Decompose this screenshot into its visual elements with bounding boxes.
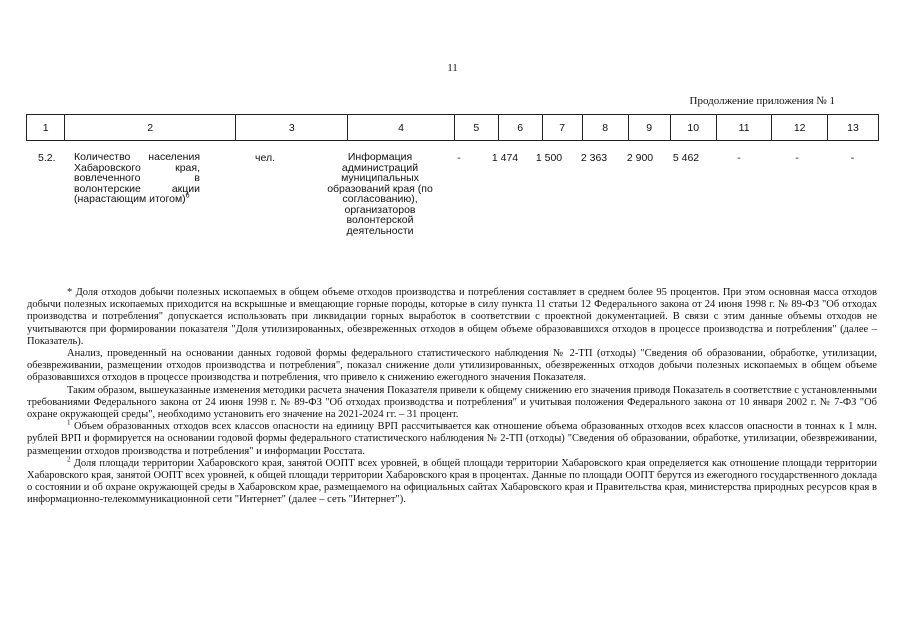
value-cell: 2 900 (626, 152, 654, 164)
header-cell: 5 (454, 115, 498, 141)
note-paragraph: Таким образом, вышеуказанные изменения методики расчета значения Показателя привели к общему снижению его значения приводя Показатель в соответствие с установленными требованиями Федерального закона от 24 июня 1998 г. № 89-ФЗ "Об отходах производства и потребления" и учитывая положения Федерального закона от 10 января 2002 г. № 7-ФЗ "Об охране окружающей среды", необходимо установить его значение на 2021-2024 гг. – 31 процент. (27, 384, 877, 421)
footnote-mark: 6 (185, 192, 190, 200)
value-cell: 5 462 (672, 152, 700, 164)
indicator-text: Количество населения Хабаровского края, вовлеченного в волонтерские акции (нарастающим итогом) (74, 151, 200, 205)
header-cell: 13 (828, 115, 879, 141)
header-cell: 11 (716, 115, 772, 141)
value-cell: - (457, 152, 461, 164)
value-cell: 1 474 (491, 152, 519, 164)
table-row (26, 150, 879, 236)
note-paragraph: Анализ, проведенный на основании данных годовой формы федерального статистического наблюдения № 2-ТП (отходы) "Сведения об образовании, обработке, утилизации, обезвреживании, размещении отходов производства и потребления", показал снижение доли утилизированных, обезвреженных отходов добычи полезных ископаемых в общем объеме образовавшихся отходов в процессе производства и потребления, что привело к снижению ежегодного значения Показателя. (27, 348, 877, 384)
unit-cell: чел. (254, 152, 275, 164)
header-cell: 7 (542, 115, 582, 141)
value-cell: - (795, 152, 799, 164)
value-cell: 1 500 (535, 152, 563, 164)
page-number: 11 (447, 62, 458, 74)
value-cell: - (850, 152, 855, 164)
note-paragraph: * Доля отходов добычи полезных ископаемых в общем объеме отходов производства и потребления составляет в среднем более 95 процентов. При этом основная масса отходов добычи полезных ископаемых приходится на вскрышные и вмещающие горные породы, которые в силу пункта 11 статьи 12 Федерального закона от 24 июня 1998 г. № 89-ФЗ "Об отходах производства и потребления" допускается использовать при ликвидации горных выработок в соответствии с проектной документацией. В связи с этим данные объемы отходов не учитываются при формировании показателя "Доля утилизированных, обезвреженных отходов в общем объеме образовавшихся отходов в процессе производства и потребления" (далее – Показатель). (27, 287, 877, 347)
header-cell: 8 (582, 115, 628, 141)
source-cell: Информация администраций муниципальных образований края (по согласованию), организаторов волонтерской деятельности (327, 151, 433, 237)
notes-section (27, 287, 877, 507)
header-cell: 4 (348, 115, 454, 141)
footnote-1 (27, 418, 877, 458)
header-cell: 2 (65, 115, 236, 141)
header-cell: 1 (27, 115, 65, 141)
footnote-text: Объем образованных отходов всех классов опасности на единицу ВРП рассчитывается как отношение объема образованных отходов всех классов опасности в тоннах к 1 млн. рублей ВРП и формируется на основании годовой формы федерального статистического наблюдения № 2-ТП (отходы) "Сведения об образовании, обработке, утилизации, обезвреживании, размещении отходов производства и потребления" и информации Росстата. (27, 421, 877, 457)
header-cell: 6 (498, 115, 542, 141)
appendix-continuation: Продолжение приложения № 1 (689, 95, 835, 107)
value-cell: - (737, 152, 741, 164)
footnote-text: Доля площади территории Хабаровского края, занятой ООПТ всех уровней, в общей площади территории Хабаровского края определяется как отношение площади территории Хабаровского края, занятой ООПТ всех уровней, к общей площади территории Хабаровского края в процентах. Данные по площади ООПТ берутся из ежегодного государственного доклада о состоянии и об охране окружающей среды в Хабаровском крае, размещаемого на официальных сайтах Хабаровского края и Правительства края, министерства природных ресурсов края в информационно-телекоммуникационной сети "Интернет" (далее – сеть "Интернет"). (27, 457, 877, 506)
footnote-mark: 1 (67, 418, 71, 427)
header-cell: 9 (628, 115, 670, 141)
value-cell: 2 363 (580, 152, 608, 164)
column-number-header (26, 114, 879, 141)
footnote-2 (27, 455, 877, 507)
header-cell: 10 (670, 115, 716, 141)
row-number: 5.2. (38, 152, 56, 164)
header-cell: 12 (772, 115, 828, 141)
header-cell: 3 (236, 115, 348, 141)
footnote-mark: 2 (67, 455, 71, 464)
